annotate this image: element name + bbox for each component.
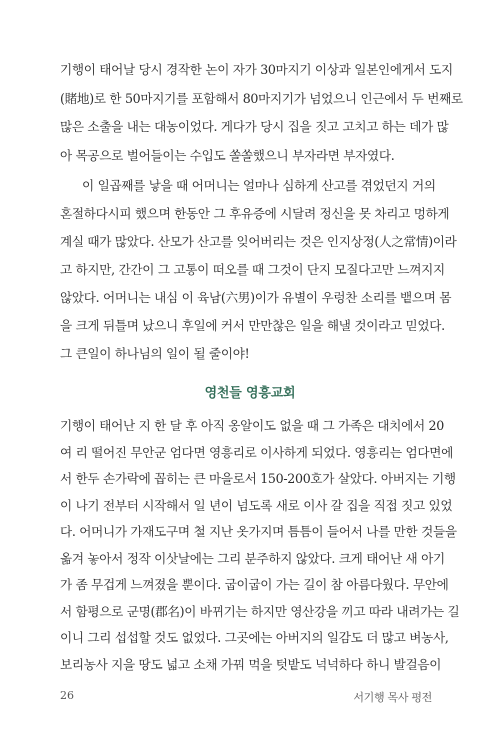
body-text-line: 이 일곱째를 낳을 때 어머니는 얼마나 심하게 산고를 겪었던지 거의 [82,178,436,193]
body-text-line: 서 한두 손가락에 꼽히는 큰 마을로서 150-200호가 살았다. 아버지는 기행 [60,471,456,486]
body-text-line: 옮겨 놓아서 정작 이삿날에는 그리 분주하지 않았다. 크게 태어난 새 아기 [60,550,445,566]
body-text-line: 기행이 태어날 당시 경작한 논이 자가 30마지기 이상과 일본인에게서 도지 [60,62,453,77]
body-text-line: 을 크게 뒤틀며 났으니 후일에 커서 만만찮은 일을 해낼 것이라고 믿었다. [60,318,445,333]
section-heading: 영천들 영흥교회 [204,386,296,401]
body-text-line: 많은 소출을 내는 대농이었다. 게다가 당시 집을 짓고 고치고 하는 데가 많 [60,119,449,134]
body-text-line: 이니 그리 섭섭할 것도 없었다. 그곳에는 아버지의 일감도 더 많고 벼농사, [60,630,449,645]
page-number: 26 [60,689,74,702]
body-text-line: 보리농사 지을 땅도 넓고 소채 가꿔 먹을 텃밭도 넉넉하다 하니 발걸음이 [60,656,442,672]
body-text-line: 그 큰일이 하나님의 일이 될 줄이야! [60,346,250,361]
body-text-line: 계실 때가 많았다. 산모가 산고를 잊어버리는 것은 인지상정(人之常情)이라 [60,234,457,249]
body-text-line: 여 리 떨어진 무안군 엄다면 영흥리로 이사하게 되었다. 영흥리는 엄다면에 [60,444,453,460]
body-text-line: 고 하지만, 간간이 그 고통이 떠오를 때 그것이 단지 모질다고만 느껴지지 [60,262,445,277]
body-text-line: 아 목공으로 벌어들이는 수입도 쏠쏠했으니 부자라면 부자였다. [60,147,395,163]
body-text-line: (賭地)로 한 50마지기를 포함해서 80마지기가 넘었으니 인근에서 두 번째로 [60,90,463,106]
body-text-line: 서 함평으로 군명(郡名)이 바뀌기는 하지만 영산강을 끼고 따라 내려가는 길 [60,603,460,619]
running-title: 서기행 목사 평전 [353,691,432,704]
body-text-line: 않았다. 어머니는 내심 이 육남(六男)이가 유별이 우렁찬 소리를 뱉으며 몸 [60,290,452,305]
body-text-line: 이 나기 전부터 시작해서 일 년이 넘도록 새로 이사 갈 집을 직접 짓고 있었 [60,497,453,513]
body-text-line: 가 좀 무겁게 느껴졌을 뿐이다. 굽이굽이 가는 길이 참 아름다웠다. 무안에 [60,577,449,592]
body-text-line: 다. 어머니가 가재도구며 철 지난 옷가지며 틈틈이 들어서 나를 만한 것들을 [60,524,457,539]
body-text-line: 기행이 태어난 지 한 달 후 아직 옹알이도 없을 때 그 가족은 대치에서 20 [60,418,444,433]
body-text-line: 혼절하다시피 했으며 한동안 그 후유증에 시달려 정신을 못 차리고 멍하게 [60,206,450,221]
